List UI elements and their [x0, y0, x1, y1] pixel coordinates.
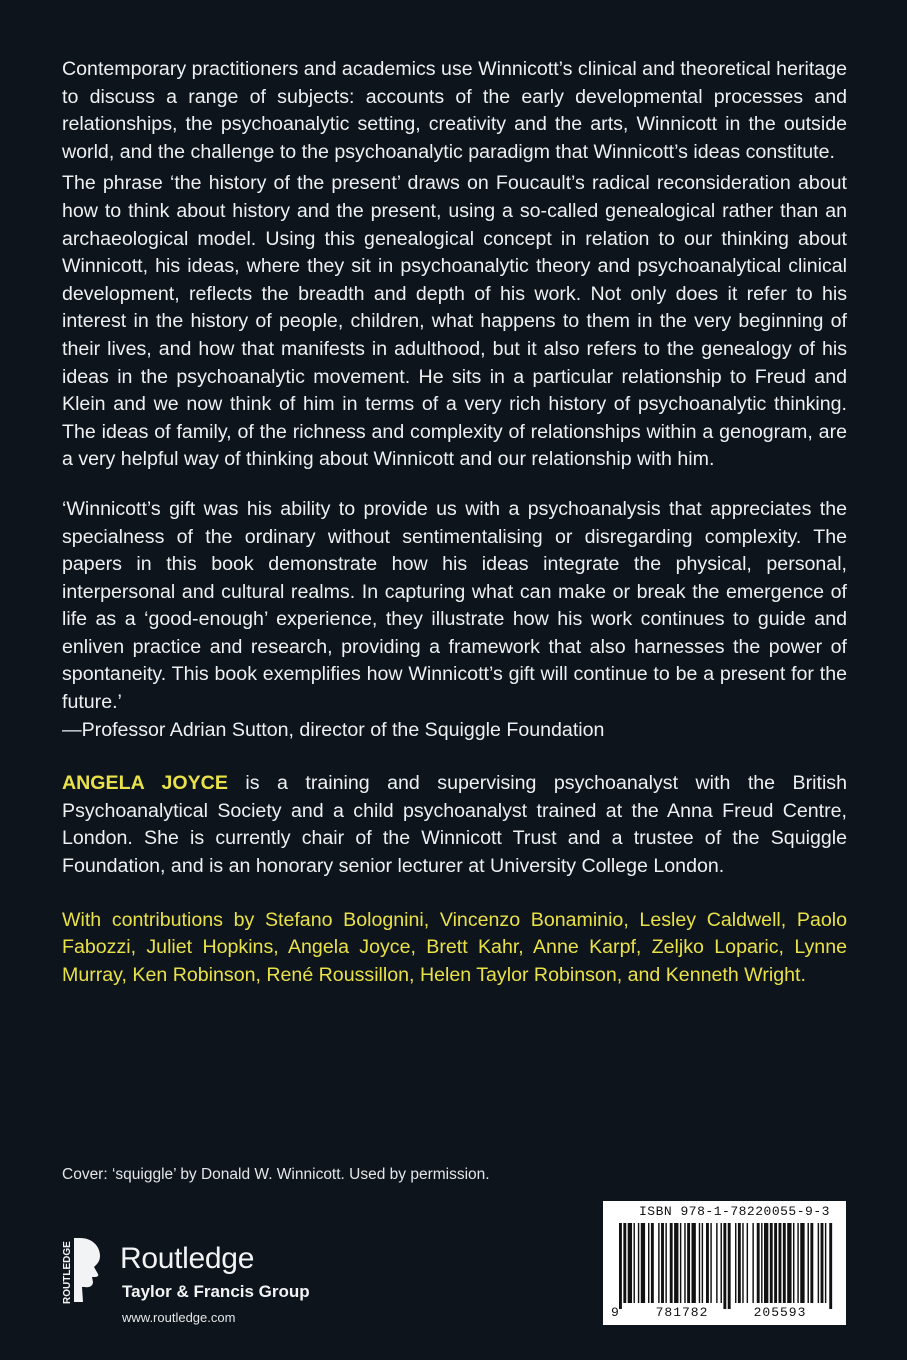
barcode-bar	[665, 1223, 666, 1303]
barcode-bar	[638, 1223, 639, 1303]
cover-credit: Cover: ‘squiggle’ by Donald W. Winnicott. Used by permission.	[62, 1166, 490, 1183]
barcode-bar	[670, 1223, 673, 1303]
barcode-bar	[761, 1223, 762, 1303]
barcode-bar	[810, 1223, 813, 1303]
barcode-bar	[779, 1223, 782, 1303]
barcode-bar	[641, 1223, 645, 1303]
publisher-name: Routledge	[120, 1242, 255, 1275]
barcode-bar	[774, 1223, 777, 1303]
routledge-logo-icon	[58, 1234, 110, 1306]
barcode-bar	[723, 1223, 726, 1309]
intro-paragraph-1: Contemporary practitioners and academics use Winnicott’s clinical and theoretical heritage to discuss a range of subjects: accounts of the early developmental processes and relationships, the psychoanalytic setting, creativity and the arts, Winnicott in the outside world, and the challenge to the psychoanalytic paradigm that Winnicott’s ideas constitute.	[62, 58, 847, 163]
author-bio-text: is a training and supervising psychoanalyst with the British Psychoanalytical Society and a child psychoanalyst trained at the Anna Freud Centre, London. She is currently chair of the Winnicott Trust and a trustee of the Squiggle Foundation, and is an honorary senior lecturer at University College London.	[62, 772, 847, 878]
barcode-digit-group-1: 781782	[655, 1305, 709, 1320]
barcode-bar	[710, 1223, 711, 1303]
barcode-bar	[808, 1223, 809, 1303]
barcode-lead-digit: 9	[611, 1305, 619, 1320]
barcode-bar	[680, 1223, 681, 1303]
barcode-bar	[738, 1223, 741, 1303]
barcode-bar	[783, 1223, 786, 1303]
barcode-bar	[752, 1223, 753, 1303]
barcode-bar	[687, 1223, 690, 1303]
endorsement-quote: ‘Winnicott’s gift was his ability to provide us with a psychoanalysis that appreciates the specialness of the ordinary without sentimentalising or disregarding complexity. The papers in this book demonstrate how his ideas integrate the physical, personal, interpersonal and cultural realms. In capturing what can make or break the emergence of life as a ‘good-enough’ experience, they illustrate how his work continues to guide and enliven practice and research, providing a framework that also harnesses the power of spontaneity. This book exemplifies how Winnicott’s gift will continue to be a present for the future.’	[62, 497, 847, 714]
barcode-bar	[821, 1223, 824, 1303]
isbn-text: ISBN 978-1-78220055-9-3	[639, 1204, 830, 1219]
barcode-bar	[747, 1223, 748, 1303]
barcode-bar	[706, 1223, 709, 1303]
author-bio	[62, 770, 847, 880]
barcode-bar	[728, 1223, 731, 1309]
barcode-bar	[661, 1223, 664, 1303]
barcode-bar	[787, 1223, 791, 1303]
barcode-bar	[619, 1223, 622, 1309]
barcode-bar	[702, 1223, 703, 1303]
barcode-bar	[648, 1223, 649, 1303]
barcode-bar	[634, 1223, 635, 1303]
barcode-bar	[757, 1223, 760, 1303]
barcode-bar	[716, 1223, 717, 1303]
isbn-barcode	[603, 1201, 846, 1325]
barcode-bar	[793, 1223, 794, 1303]
barcode-bar	[818, 1223, 819, 1303]
barcode-bar	[623, 1223, 626, 1303]
barcode-bar	[628, 1223, 632, 1303]
endorsement-attribution: —Professor Adrian Sutton, director of the Squiggle Foundation	[62, 718, 605, 741]
barcode-digit-group-2: 205593	[753, 1305, 807, 1320]
barcode-bar	[721, 1223, 722, 1303]
barcode-bar	[764, 1223, 768, 1303]
barcode-bar	[658, 1223, 659, 1303]
barcode-bar	[742, 1223, 743, 1303]
contributors-list: With contributions by Stefano Bolognini, Vincenzo Bonaminio, Lesley Caldwell, Paolo Fabozzi, Juliet Hopkins, Angela Joyce, Brett Kahr, Anne Karpf, Zeljko Loparic, Lynne Murray, Ken Robinson, René Roussillon, Helen Taylor Robinson, and Kenneth Wright.	[62, 908, 847, 986]
barcode-bar	[684, 1223, 685, 1303]
barcode-bar	[651, 1223, 654, 1303]
barcode-bar	[735, 1223, 736, 1303]
logo-vertical-text: ROUTLEDGE	[62, 1241, 73, 1304]
publisher-url: www.routledge.com	[122, 1310, 236, 1325]
publisher-block	[58, 1234, 378, 1324]
barcode-bar	[829, 1223, 832, 1309]
barcode-bar	[674, 1223, 678, 1303]
barcode-bar	[699, 1223, 700, 1303]
barcode-bar	[800, 1223, 804, 1303]
barcode-bar	[770, 1223, 773, 1303]
author-name: ANGELA JOYCE	[62, 772, 228, 795]
barcode-bar	[692, 1223, 696, 1303]
back-cover-text	[62, 56, 847, 989]
barcode-bar	[797, 1223, 798, 1303]
publisher-group: Taylor & Francis Group	[122, 1282, 310, 1301]
barcode-bar	[825, 1223, 826, 1303]
intro-paragraph-2: The phrase ‘the history of the present’ draws on Foucault’s radical reconsideration about how to think about history and the present, using a so-called genealogical rather than an archaeological model. Using this genealogical concept in relation to our thinking about Winnicott, his ideas, where they sit in psychoanalytic theory and psychoanalytical clinical development, reflects the breadth and depth of his work. Not only does it refer to his interest in the history of people, children, what happens to them in the very beginning of their lives, and how that manifests in adulthood, but it also refers to the genealogy of his ideas in the psychoanalytic movement. He sits in a particular relationship to Freud and Klein and we now think of him in terms of a very rich history of psychoanalytic thinking. The ideas of family, of the richness and complexity of relationships within a genogram, are a very helpful way of thinking about Winnicott and our relationship with him.	[62, 172, 847, 471]
